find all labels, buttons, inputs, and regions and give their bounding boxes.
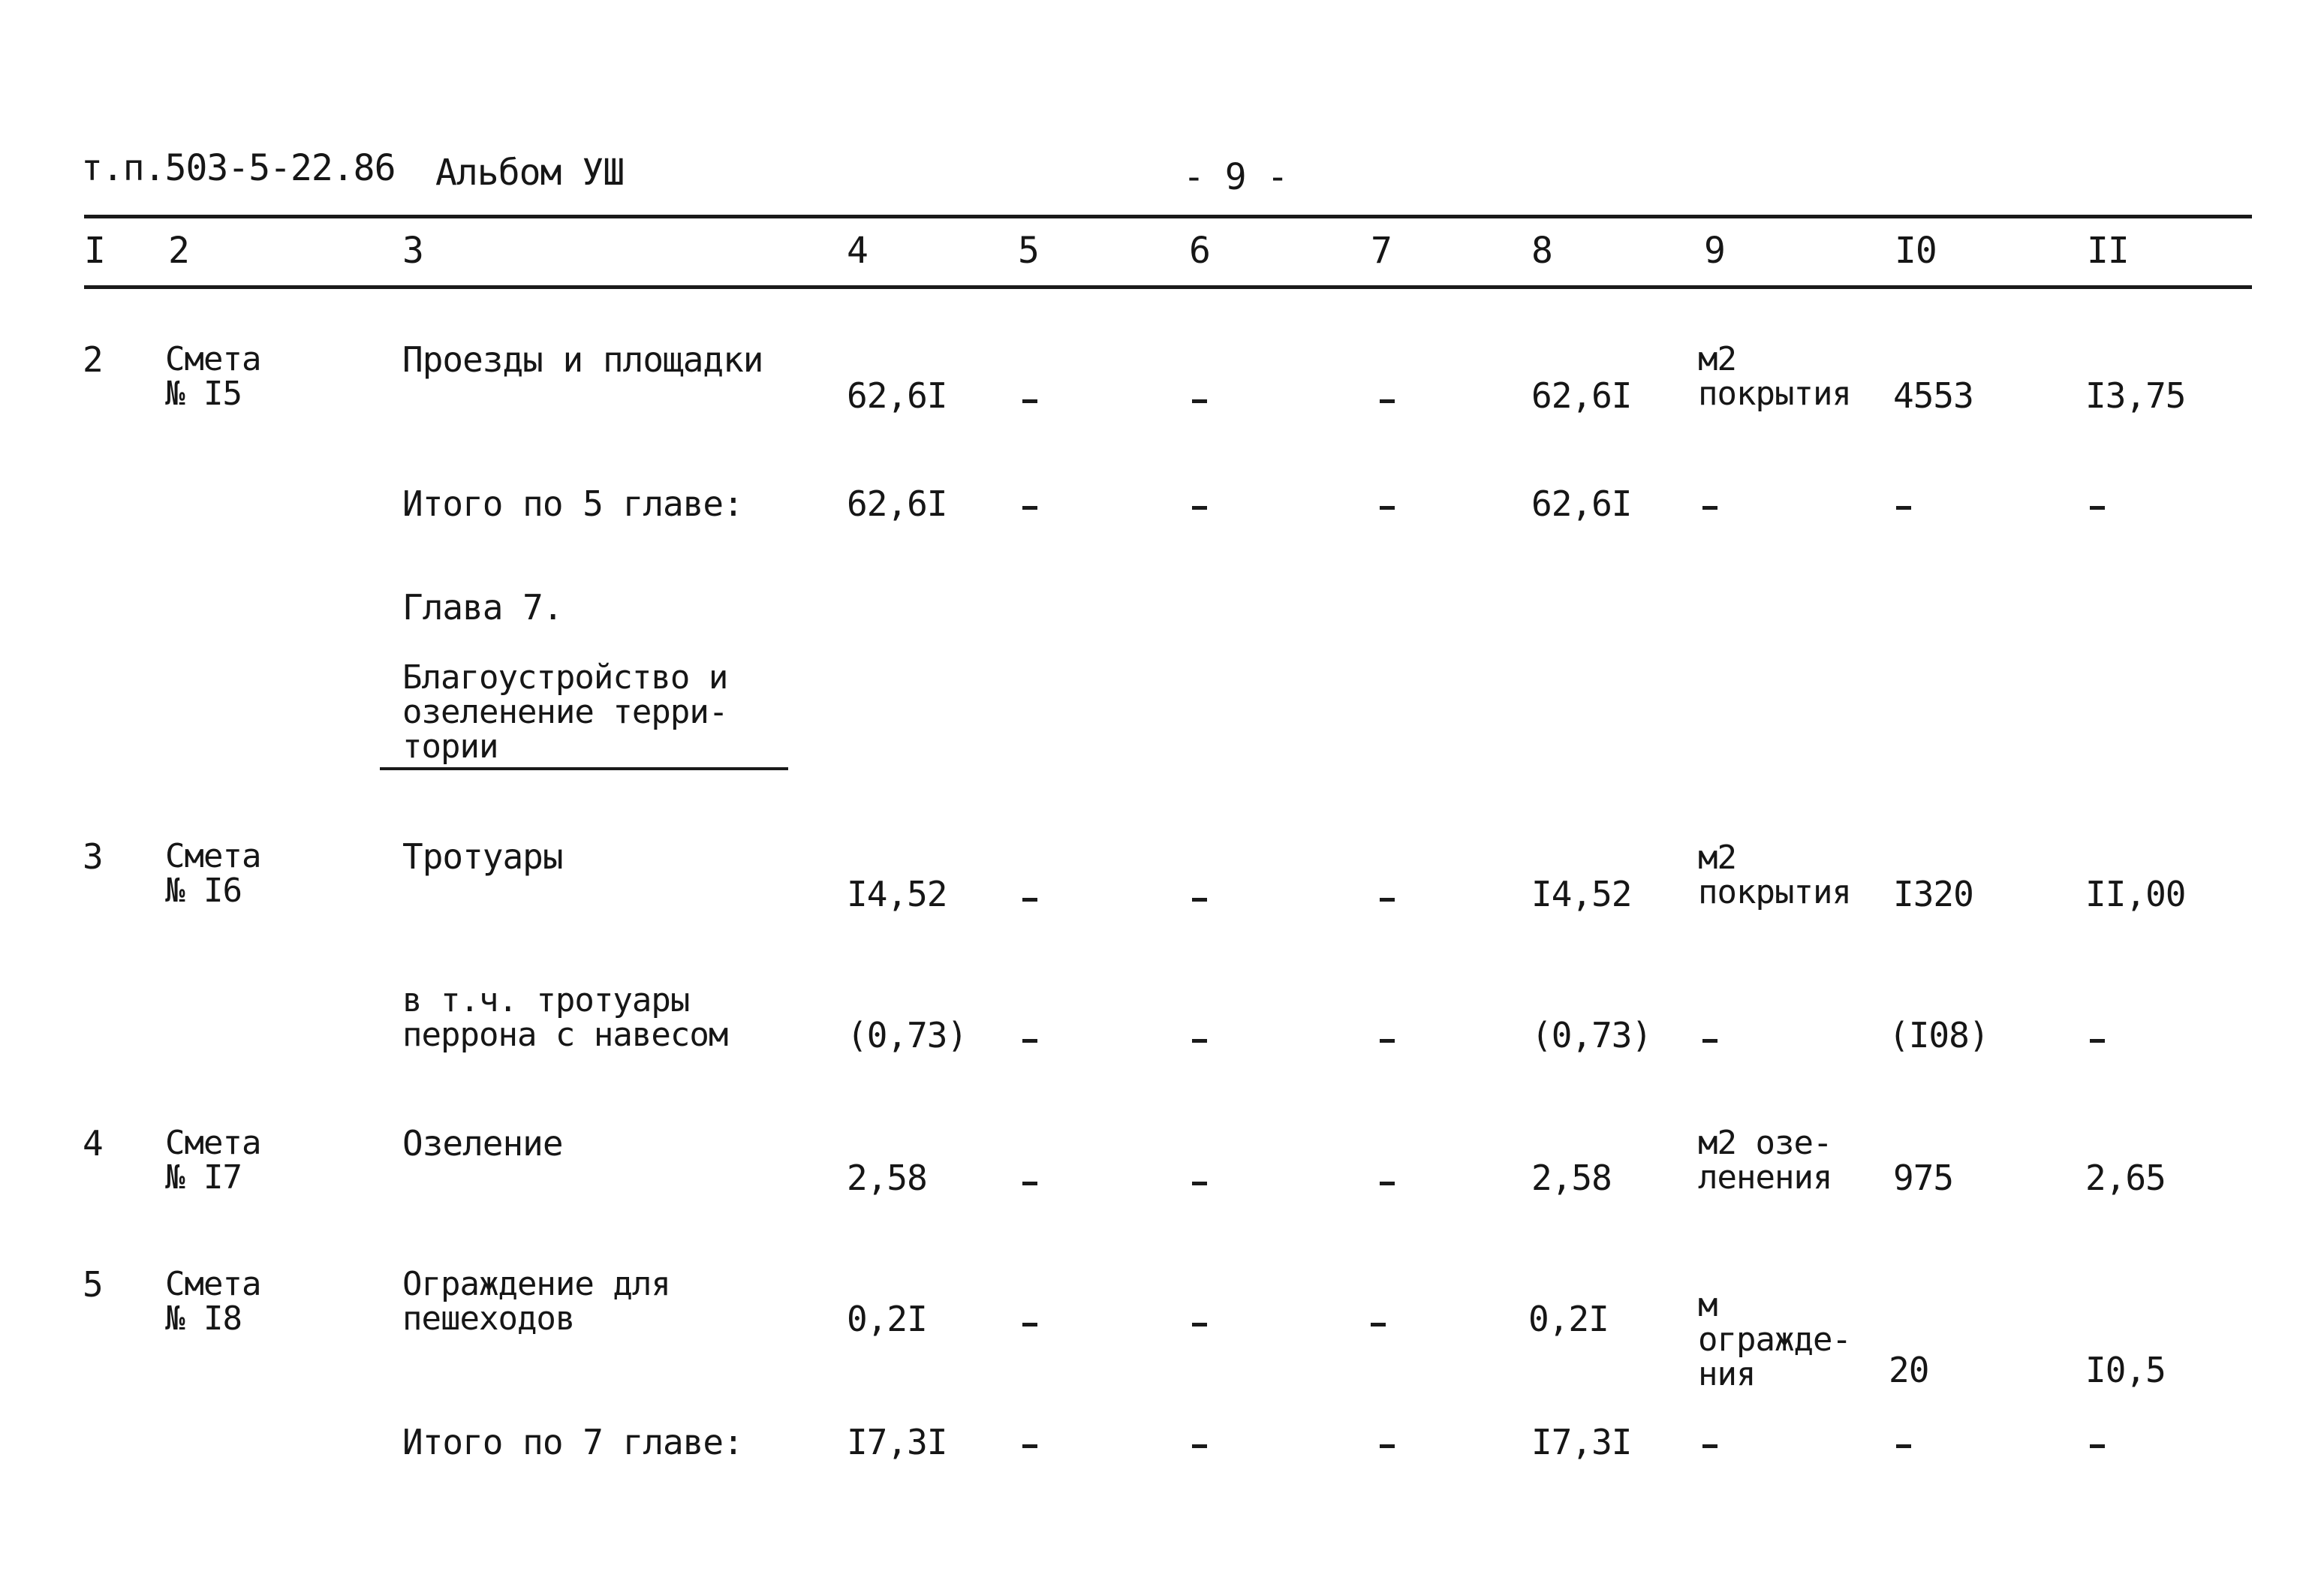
cost-col-4: 62,6I <box>847 375 947 416</box>
empty-dash <box>1192 1444 1207 1448</box>
cost-col-4: 62,6I <box>847 483 947 524</box>
empty-dash <box>1380 399 1395 403</box>
column-header-6: 6 <box>1189 230 1210 272</box>
empty-dash <box>1896 506 1911 510</box>
estimate-ref: Смета № I7 <box>165 1124 261 1197</box>
album-label: Альбом УШ <box>435 152 625 194</box>
empty-dash <box>1022 1182 1037 1185</box>
empty-dash <box>1702 1444 1717 1448</box>
column-header-4: 4 <box>847 230 868 272</box>
empty-dash <box>1702 506 1717 510</box>
unit-of-measure: м2 покрытия <box>1698 340 1851 413</box>
chapter-number: Глава 7. <box>402 587 563 628</box>
cost-col-4: (0,73) <box>847 1015 968 1055</box>
header-bottom-rule <box>84 285 2252 289</box>
column-header-5: 5 <box>1018 230 1039 272</box>
cost-col-4: 2,58 <box>847 1158 927 1198</box>
column-header-8: 8 <box>1531 230 1552 272</box>
page-number: - 9 - <box>1183 156 1288 198</box>
empty-dash <box>1371 1323 1386 1326</box>
empty-dash <box>1022 1323 1037 1326</box>
quantity-col-10: 975 <box>1893 1158 1954 1198</box>
row-number: 5 <box>83 1264 103 1305</box>
unit-of-measure: м2 покрытия <box>1698 839 1851 911</box>
column-header-1: I <box>84 230 105 272</box>
empty-dash <box>1022 1039 1037 1043</box>
cost-col-8: 62,6I <box>1531 483 1632 524</box>
row-number: 4 <box>83 1123 103 1164</box>
chapter-underline <box>380 767 788 770</box>
estimate-ref: Смета № I6 <box>165 837 261 910</box>
empty-dash <box>1022 506 1037 510</box>
empty-dash <box>1192 399 1207 403</box>
value-col-11: I0,5 <box>2085 1350 2166 1390</box>
empty-dash <box>1896 1444 1911 1448</box>
quantity-col-10: 4553 <box>1893 375 1973 416</box>
estimate-ref: Смета № I5 <box>165 340 261 413</box>
value-col-11: II,00 <box>2085 874 2186 914</box>
column-header-2: 2 <box>168 230 189 272</box>
empty-dash <box>1022 898 1037 902</box>
empty-dash <box>1192 1323 1207 1326</box>
empty-dash <box>1380 898 1395 902</box>
cost-col-4: I7,3I <box>847 1422 947 1462</box>
quantity-col-10: (I08) <box>1889 1015 1989 1055</box>
document-reference: т.п.503-5-22.86 <box>81 147 396 189</box>
empty-dash <box>1702 1039 1717 1043</box>
empty-dash <box>1380 1444 1395 1448</box>
estimate-ref: Смета № I8 <box>165 1265 261 1338</box>
column-header-7: 7 <box>1371 230 1392 272</box>
empty-dash <box>1022 1444 1037 1448</box>
cost-col-8: 62,6I <box>1531 375 1632 416</box>
item-name: Тротуары <box>402 836 563 877</box>
row-number: 3 <box>83 836 103 877</box>
empty-dash <box>1192 1039 1207 1043</box>
column-header-10: I0 <box>1895 230 1937 272</box>
table-top-rule <box>84 215 2252 218</box>
quantity-col-10: 20 <box>1889 1350 1929 1390</box>
cost-col-4: 0,2I <box>847 1299 927 1339</box>
empty-dash <box>2090 506 2105 510</box>
empty-dash <box>1192 506 1207 510</box>
empty-dash <box>2090 1039 2105 1043</box>
subtotal-label: Итого по 5 главе: <box>402 483 743 524</box>
cost-col-8: 2,58 <box>1531 1158 1612 1198</box>
empty-dash <box>1380 1039 1395 1043</box>
value-col-11: I3,75 <box>2085 375 2186 416</box>
cost-col-8: (0,73) <box>1531 1015 1652 1055</box>
subtotal-label: Итого по 7 главе: <box>402 1422 743 1462</box>
item-name: Проезды и площадки <box>402 339 763 380</box>
item-name: в т.ч. тротуары перрона с навесом <box>402 981 728 1054</box>
unit-of-measure: м огражде- ния <box>1698 1286 1851 1393</box>
column-header-3: 3 <box>402 230 423 272</box>
empty-dash <box>2090 1444 2105 1448</box>
column-header-9: 9 <box>1704 230 1725 272</box>
cost-col-8: I4,52 <box>1531 874 1632 914</box>
quantity-col-10: I320 <box>1893 874 1973 914</box>
cost-col-8: 0,2I <box>1528 1299 1609 1339</box>
empty-dash <box>1380 506 1395 510</box>
column-header-11: II <box>2087 230 2129 272</box>
chapter-title: Благоустройство и озеленение терри- тории <box>402 658 728 766</box>
empty-dash <box>1380 1182 1395 1185</box>
item-name: Ограждение для пешеходов <box>402 1265 670 1338</box>
cost-col-4: I4,52 <box>847 874 947 914</box>
value-col-11: 2,65 <box>2085 1158 2166 1198</box>
unit-of-measure: м2 озе- ленения <box>1698 1124 1832 1197</box>
item-name: Озеление <box>402 1123 563 1164</box>
cost-col-8: I7,3I <box>1531 1422 1632 1462</box>
empty-dash <box>1192 1182 1207 1185</box>
empty-dash <box>1022 399 1037 403</box>
row-number: 2 <box>83 339 103 380</box>
empty-dash <box>1192 898 1207 902</box>
